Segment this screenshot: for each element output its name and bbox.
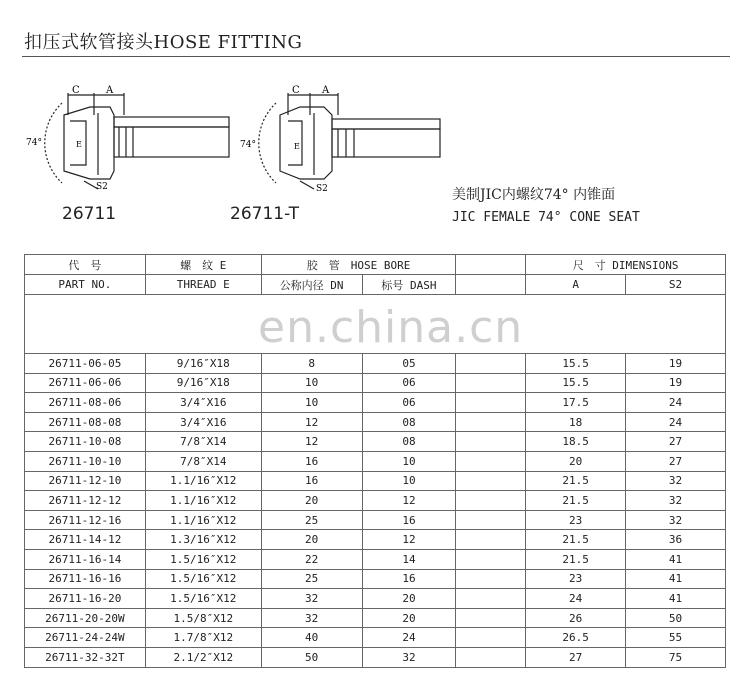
dim-a-cell: 24 [526,589,626,609]
thread-cell: 1.5/16″X12 [145,589,261,609]
dash-cell: 10 [362,471,456,491]
thread-cell: 7/8″X14 [145,432,261,452]
dn-cell: 25 [261,510,362,530]
dash-cell: 32 [362,647,456,667]
part-no-cell: 26711-16-14 [25,549,146,569]
dim-s2-cell: 41 [626,549,726,569]
angle-label: 74° [240,140,256,150]
dn-cell: 50 [261,647,362,667]
header-part-cn: 代 号 [25,255,146,275]
header-a: A [526,275,626,295]
dn-cell: 22 [261,549,362,569]
dash-cell: 24 [362,628,456,648]
dim-a-cell: 26 [526,608,626,628]
thread-cell: 1.3/16″X12 [145,530,261,550]
table-body [25,354,726,668]
dn-cell: 20 [261,491,362,511]
dn-cell: 32 [261,589,362,609]
label-s2: S2 [316,184,328,194]
dim-s2-cell: 75 [626,647,726,667]
part-no-cell: 26711-06-05 [25,354,146,374]
dn-cell: 20 [261,530,362,550]
thread-cell: 1.7/8″X12 [145,628,261,648]
dash-cell: 08 [362,432,456,452]
dn-cell: 10 [261,393,362,413]
blank-cell [456,471,526,491]
model-number-26711-t: 26711-T [230,204,300,224]
header-part-en: PART NO. [25,275,146,295]
dash-cell: 08 [362,412,456,432]
header-thread-en: THREAD E [145,275,261,295]
header-dash: 标号 DASH [362,275,456,295]
thread-cell: 2.1/2″X12 [145,647,261,667]
part-no-cell: 26711-16-20 [25,589,146,609]
table-row [25,451,726,471]
dash-cell: 06 [362,373,456,393]
blank-cell [456,451,526,471]
part-no-cell: 26711-16-16 [25,569,146,589]
table-row [25,471,726,491]
dim-s2-cell: 19 [626,373,726,393]
dim-s2-cell: 27 [626,432,726,452]
dim-a-cell: 21.5 [526,549,626,569]
table-row [25,354,726,374]
dim-a-cell: 23 [526,569,626,589]
dim-a-cell: 23 [526,510,626,530]
dim-a-cell: 18 [526,412,626,432]
thread-cell: 3/4″X16 [145,412,261,432]
dn-cell: 12 [261,432,362,452]
table-row [25,549,726,569]
part-no-cell: 26711-12-10 [25,471,146,491]
thread-cell: 3/4″X16 [145,393,261,413]
thread-cell: 1.1/16″X12 [145,510,261,530]
fitting-drawing-26711 [24,85,234,195]
table-row [25,432,726,452]
dn-cell: 16 [261,451,362,471]
dim-s2-cell: 24 [626,412,726,432]
dim-s2-cell: 32 [626,471,726,491]
dn-cell: 40 [261,628,362,648]
dash-cell: 14 [362,549,456,569]
dash-cell: 12 [362,491,456,511]
dn-cell: 12 [261,412,362,432]
label-a: A [322,85,330,96]
dim-a-cell: 21.5 [526,491,626,511]
dim-a-cell: 18.5 [526,432,626,452]
blank-cell [456,491,526,511]
dim-s2-cell: 41 [626,589,726,609]
blank-cell [456,412,526,432]
dn-cell: 25 [261,569,362,589]
label-s2: S2 [96,182,108,192]
watermark: en.china.cn [258,302,524,353]
dim-s2-cell: 55 [626,628,726,648]
table-row [25,491,726,511]
part-no-cell: 26711-08-06 [25,393,146,413]
dash-cell: 20 [362,589,456,609]
thread-cell: 1.5/16″X12 [145,549,261,569]
table-row [25,393,726,413]
label-e: E [294,142,300,151]
part-no-cell: 26711-24-24W [25,628,146,648]
part-no-cell: 26711-10-08 [25,432,146,452]
dim-a-cell: 15.5 [526,373,626,393]
dim-a-cell: 17.5 [526,393,626,413]
thread-cell: 9/16″X18 [145,354,261,374]
label-e: E [76,140,82,149]
header-blank [456,275,526,295]
table-row [25,510,726,530]
dim-a-cell: 15.5 [526,354,626,374]
blank-cell [456,608,526,628]
table-row [25,647,726,667]
table-row [25,569,726,589]
dim-a-cell: 26.5 [526,628,626,648]
dn-cell: 16 [261,471,362,491]
part-no-cell: 26711-12-16 [25,510,146,530]
description-cn: 美制JIC内螺纹74° 内锥面 [452,187,616,203]
blank-cell [456,530,526,550]
thread-cell: 1.1/16″X12 [145,471,261,491]
header-thread-cn: 螺 纹 E [145,255,261,275]
part-no-cell: 26711-12-12 [25,491,146,511]
model-number-26711: 26711 [62,204,117,224]
dn-cell: 8 [261,354,362,374]
table-row [25,608,726,628]
thread-cell: 1.1/16″X12 [145,491,261,511]
header-blank [456,255,526,275]
blank-cell [456,647,526,667]
dim-s2-cell: 24 [626,393,726,413]
table-row [25,412,726,432]
dim-a-cell: 21.5 [526,530,626,550]
label-c: C [292,85,300,96]
blank-cell [456,589,526,609]
page-title: 扣压式软管接头HOSE FITTING [24,32,303,53]
thread-cell: 1.5/16″X12 [145,569,261,589]
dim-s2-cell: 50 [626,608,726,628]
dim-s2-cell: 32 [626,510,726,530]
table-row [25,628,726,648]
dash-cell: 16 [362,569,456,589]
table-row [25,530,726,550]
blank-cell [456,354,526,374]
dash-cell: 10 [362,451,456,471]
part-no-cell: 26711-08-08 [25,412,146,432]
blank-cell [456,510,526,530]
blank-cell [456,432,526,452]
dn-cell: 10 [261,373,362,393]
table-row [25,373,726,393]
fitting-drawing-26711-t [240,85,450,195]
part-no-cell: 26711-32-32T [25,647,146,667]
blank-cell [456,373,526,393]
blank-cell [456,628,526,648]
part-no-cell: 26711-14-12 [25,530,146,550]
dim-a-cell: 21.5 [526,471,626,491]
thread-cell: 9/16″X18 [145,373,261,393]
label-a: A [106,85,114,96]
dim-a-cell: 27 [526,647,626,667]
dn-cell: 32 [261,608,362,628]
part-no-cell: 26711-06-06 [25,373,146,393]
dash-cell: 12 [362,530,456,550]
dash-cell: 16 [362,510,456,530]
label-c: C [72,85,80,96]
dim-s2-cell: 36 [626,530,726,550]
part-no-cell: 26711-10-10 [25,451,146,471]
dim-s2-cell: 19 [626,354,726,374]
dim-s2-cell: 32 [626,491,726,511]
angle-label: 74° [26,138,42,148]
blank-cell [456,393,526,413]
header-s2: S2 [626,275,726,295]
dim-a-cell: 20 [526,451,626,471]
dash-cell: 05 [362,354,456,374]
part-no-cell: 26711-20-20W [25,608,146,628]
header-hose-bore: 胶 管 HOSE BORE [261,255,456,275]
table-row [25,589,726,609]
title-rule [22,56,730,57]
blank-cell [456,549,526,569]
description-en: JIC FEMALE 74° CONE SEAT [452,210,640,225]
header-dn: 公称内径 DN [261,275,362,295]
dim-s2-cell: 27 [626,451,726,471]
dash-cell: 20 [362,608,456,628]
thread-cell: 7/8″X14 [145,451,261,471]
header-dimensions: 尺 寸 DIMENSIONS [526,255,726,275]
dim-s2-cell: 41 [626,569,726,589]
thread-cell: 1.5/8″X12 [145,608,261,628]
dash-cell: 06 [362,393,456,413]
blank-cell [456,569,526,589]
